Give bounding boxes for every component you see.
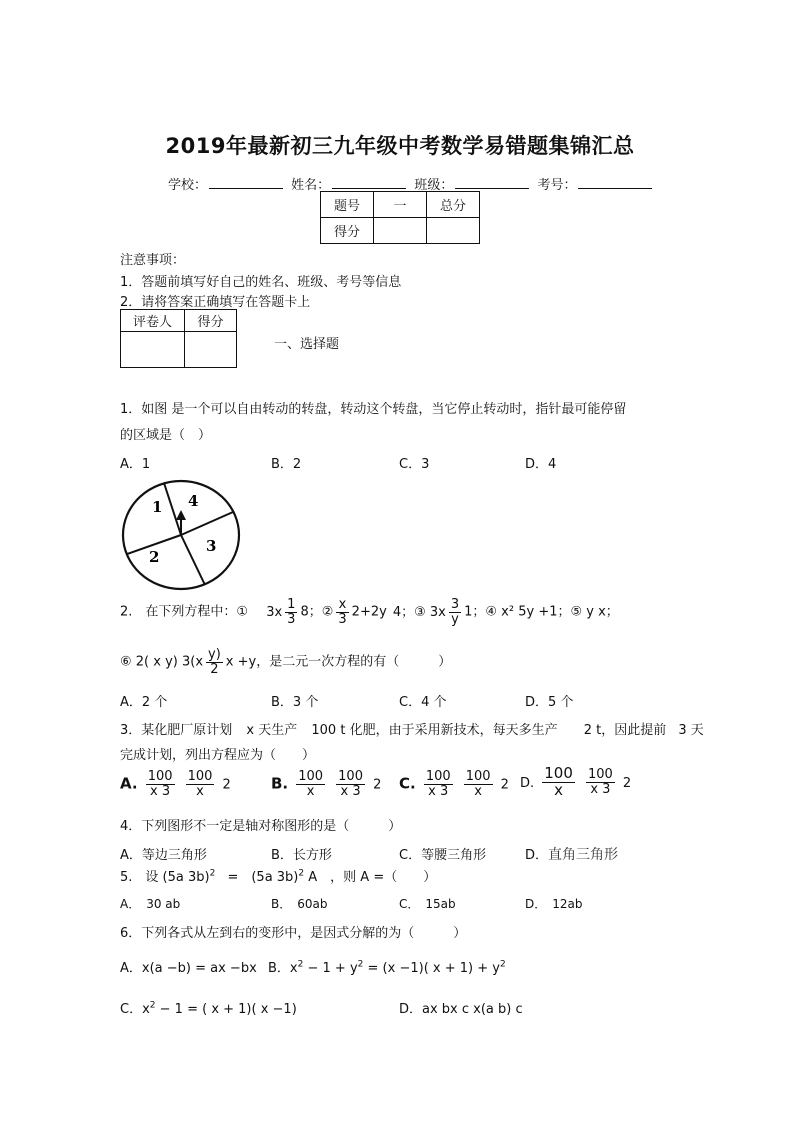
q3-stem-line2: 完成计划，列出方程应为（ ） xyxy=(120,748,316,763)
score-table xyxy=(320,191,480,244)
option-label: C. xyxy=(399,774,416,793)
score-table-cell[interactable] xyxy=(427,218,480,244)
q5-stem-part: = (5a 3b) xyxy=(227,870,299,885)
fraction xyxy=(296,770,325,798)
q2-eq6-a: ⑥ 2( x y) 3(x xyxy=(120,654,204,670)
q3-option-d[interactable] xyxy=(520,766,631,799)
notes-item: 2．请将答案正确填写在答题卡上 xyxy=(120,295,311,310)
school-label: 学校： xyxy=(168,178,208,193)
section-title: 一、选择题 xyxy=(274,337,340,352)
q4-option-b[interactable]: B．长方形 xyxy=(271,848,332,863)
q1-option-d[interactable]: D．4 xyxy=(525,457,557,472)
spinner-region-3: 3 xyxy=(206,537,217,555)
fraction-denominator: y xyxy=(451,611,459,627)
q5-option-b[interactable]: B． 60ab xyxy=(271,897,328,911)
option-part: C．x xyxy=(120,1002,150,1017)
exam-no-blank[interactable] xyxy=(578,176,652,189)
option-tail: 2 xyxy=(373,777,382,793)
q2-eq6-rest: x +y，是二元一次方程的有（ ） xyxy=(225,654,452,670)
fraction-numerator: y) xyxy=(208,647,221,662)
fraction-denominator: x 3 xyxy=(590,781,611,797)
fraction xyxy=(424,770,453,798)
fraction-numerator: 100 xyxy=(544,764,573,782)
q6-stem: 6．下列各式从左到右的变形中，是因式分解的为（ ） xyxy=(120,926,467,941)
spinner-divider xyxy=(181,512,233,535)
score-table-cell: 总分 xyxy=(427,192,480,218)
score-table-cell: 得分 xyxy=(321,218,374,244)
q3-option-c[interactable] xyxy=(399,770,509,798)
spinner-diagram xyxy=(118,476,248,594)
option-part: B．x xyxy=(268,961,298,976)
q2-option-b[interactable]: B．3 个 xyxy=(271,695,319,710)
spinner-divider xyxy=(181,535,205,585)
q4-option-c[interactable]: C．等腰三角形 xyxy=(399,848,487,863)
q2-line1 xyxy=(120,598,619,626)
option-tail: 2 xyxy=(500,777,509,793)
grader-table-cell[interactable] xyxy=(121,332,185,368)
page-title: 2019年最新初三九年级中考数学易错题集锦汇总 xyxy=(165,134,635,158)
exam-no-label: 考号： xyxy=(537,178,577,193)
q2-eq1-rest: 8；② xyxy=(300,604,334,620)
fraction xyxy=(542,766,575,799)
q1-stem: 的区域是（ ） xyxy=(120,428,212,443)
spinner-divider xyxy=(164,483,181,535)
class-blank[interactable] xyxy=(455,176,529,189)
score-table-cell[interactable] xyxy=(374,218,427,244)
q2-eq2-fraction xyxy=(336,598,348,626)
q1-option-c[interactable]: C．3 xyxy=(399,457,430,472)
fraction xyxy=(464,770,493,798)
option-part: − 1 = ( x + 1)( x −1) xyxy=(159,1002,297,1017)
option-label: D. xyxy=(520,775,535,791)
school-blank[interactable] xyxy=(209,176,283,189)
fraction-denominator: x xyxy=(306,783,315,799)
fraction xyxy=(186,770,215,798)
fraction-numerator: 100 xyxy=(298,769,324,784)
fraction-numerator: 100 xyxy=(338,769,363,784)
class-label: 班级： xyxy=(414,178,454,193)
fraction-denominator: x xyxy=(554,780,564,799)
notes-heading: 注意事项： xyxy=(120,253,186,268)
q2-eq3-fraction xyxy=(449,598,461,626)
q3-option-a[interactable] xyxy=(120,770,231,798)
q5-option-a[interactable]: A． 30 ab xyxy=(120,897,181,911)
option-tail: 2 xyxy=(622,775,632,791)
fraction xyxy=(586,768,615,796)
fraction-numerator: 100 xyxy=(587,767,613,783)
fraction-denominator: x xyxy=(474,783,482,799)
q3-option-b[interactable] xyxy=(271,770,381,798)
q5-option-c[interactable]: C． 15ab xyxy=(399,897,456,911)
q3-stem-part: x 天生产 xyxy=(246,723,298,738)
q5-option-d[interactable]: D． 12ab xyxy=(525,897,583,911)
option-part: − 1 + y xyxy=(307,961,358,976)
fraction-denominator: x 3 xyxy=(428,783,449,799)
fraction-numerator: 100 xyxy=(465,769,491,784)
exponent: 2 xyxy=(499,959,506,970)
q2-eq6-fraction xyxy=(206,648,223,676)
q1-option-b[interactable]: B．2 xyxy=(271,457,302,472)
q3-stem-part: 3 天 xyxy=(678,723,704,738)
exponent: 2 xyxy=(357,959,364,970)
fraction xyxy=(146,770,175,798)
q5-stem xyxy=(120,866,436,885)
q2-eq3-a: 4；③ 3x xyxy=(392,604,446,620)
option-part: = (x −1)( x + 1) + y xyxy=(367,961,500,976)
q2-eq3-rest: 1；④ x² 5y +1；⑤ y x； xyxy=(464,604,619,620)
name-blank[interactable] xyxy=(332,176,406,189)
q4-stem: 4．下列图形不一定是轴对称图形的是（ ） xyxy=(120,819,402,834)
fraction-denominator: 3 xyxy=(287,611,296,627)
grader-table-header: 评卷人 xyxy=(121,310,185,332)
fraction-denominator: x 3 xyxy=(150,783,171,799)
fraction-denominator: x 3 xyxy=(340,783,361,799)
q6-option-c[interactable] xyxy=(120,998,297,1017)
fraction-denominator: 2 xyxy=(210,661,219,677)
q2-eq1-fraction xyxy=(285,598,297,626)
q6-option-b[interactable] xyxy=(268,957,506,976)
q4-option-d[interactable] xyxy=(525,844,618,864)
q3-stem-part: 2 t，因此提前 xyxy=(583,723,667,738)
q6-option-d[interactable]: D．ax bx c x(a b) c xyxy=(399,1002,523,1017)
q5-stem-part: 5. 设 (5a 3b) xyxy=(120,870,210,885)
option-tail: 2 xyxy=(222,777,231,793)
spinner-region-1: 1 xyxy=(152,498,163,516)
grader-table-header: 得分 xyxy=(185,310,237,332)
fraction-numerator: 3 xyxy=(450,597,460,612)
score-table-cell: 题号 xyxy=(321,192,374,218)
q3-stem-part: 100 t 化肥，由于采用新技术，每天多生产 xyxy=(311,723,558,738)
spinner-region-2: 2 xyxy=(149,548,160,566)
option-label: A. xyxy=(120,774,138,793)
exponent: 2 xyxy=(298,868,305,879)
q2-eq1-a: 3x xyxy=(266,604,283,620)
option-text: 直角三角形 xyxy=(548,847,619,863)
exponent: 2 xyxy=(209,868,216,879)
q4-option-a[interactable]: A．等边三角形 xyxy=(120,848,207,863)
exponent: 2 xyxy=(297,959,304,970)
q3-stem-part: 3．某化肥厂原计划 xyxy=(120,723,233,738)
q2-prefix: 2. 在下列方程中：① xyxy=(120,604,249,620)
exponent: 2 xyxy=(149,1000,156,1011)
score-table-cell: 一 xyxy=(374,192,427,218)
q2-line2 xyxy=(120,648,451,676)
fraction-numerator: 100 xyxy=(425,769,451,784)
spinner-pointer-arrow-icon xyxy=(176,510,186,520)
fraction xyxy=(336,770,365,798)
q2-eq2-rest: 2+2y xyxy=(351,604,387,620)
q3-stem-line1 xyxy=(120,719,704,738)
fraction-numerator: 100 xyxy=(187,769,213,784)
fraction-denominator: x xyxy=(196,783,204,799)
fraction-numerator: 100 xyxy=(147,769,173,784)
q6-option-a[interactable]: A．x(a −b) = ax −bx xyxy=(120,961,257,976)
option-label: B. xyxy=(271,774,289,793)
option-label: D． xyxy=(525,848,549,863)
q5-stem-part: A ，则 A =（ ） xyxy=(308,870,437,885)
q1-stem: 1．如图 是一个可以自由转动的转盘，转动这个转盘，当它停止转动时，指针最可能停留 xyxy=(120,402,627,417)
grader-table xyxy=(120,309,237,368)
fraction-numerator: 1 xyxy=(287,597,296,612)
fraction-denominator: 3 xyxy=(338,611,347,627)
notes-item: 1．答题前填写好自己的姓名、班级、考号等信息 xyxy=(120,275,402,290)
q2-option-d[interactable]: D．5 个 xyxy=(525,695,574,710)
name-label: 姓名： xyxy=(291,178,331,193)
spinner-region-4: 4 xyxy=(188,492,199,510)
q1-option-a[interactable]: A．1 xyxy=(120,457,151,472)
q2-option-c[interactable]: C．4 个 xyxy=(399,695,447,710)
fraction-numerator: x xyxy=(336,598,348,613)
grader-table-cell[interactable] xyxy=(185,332,237,368)
q2-option-a[interactable]: A．2 个 xyxy=(120,695,168,710)
